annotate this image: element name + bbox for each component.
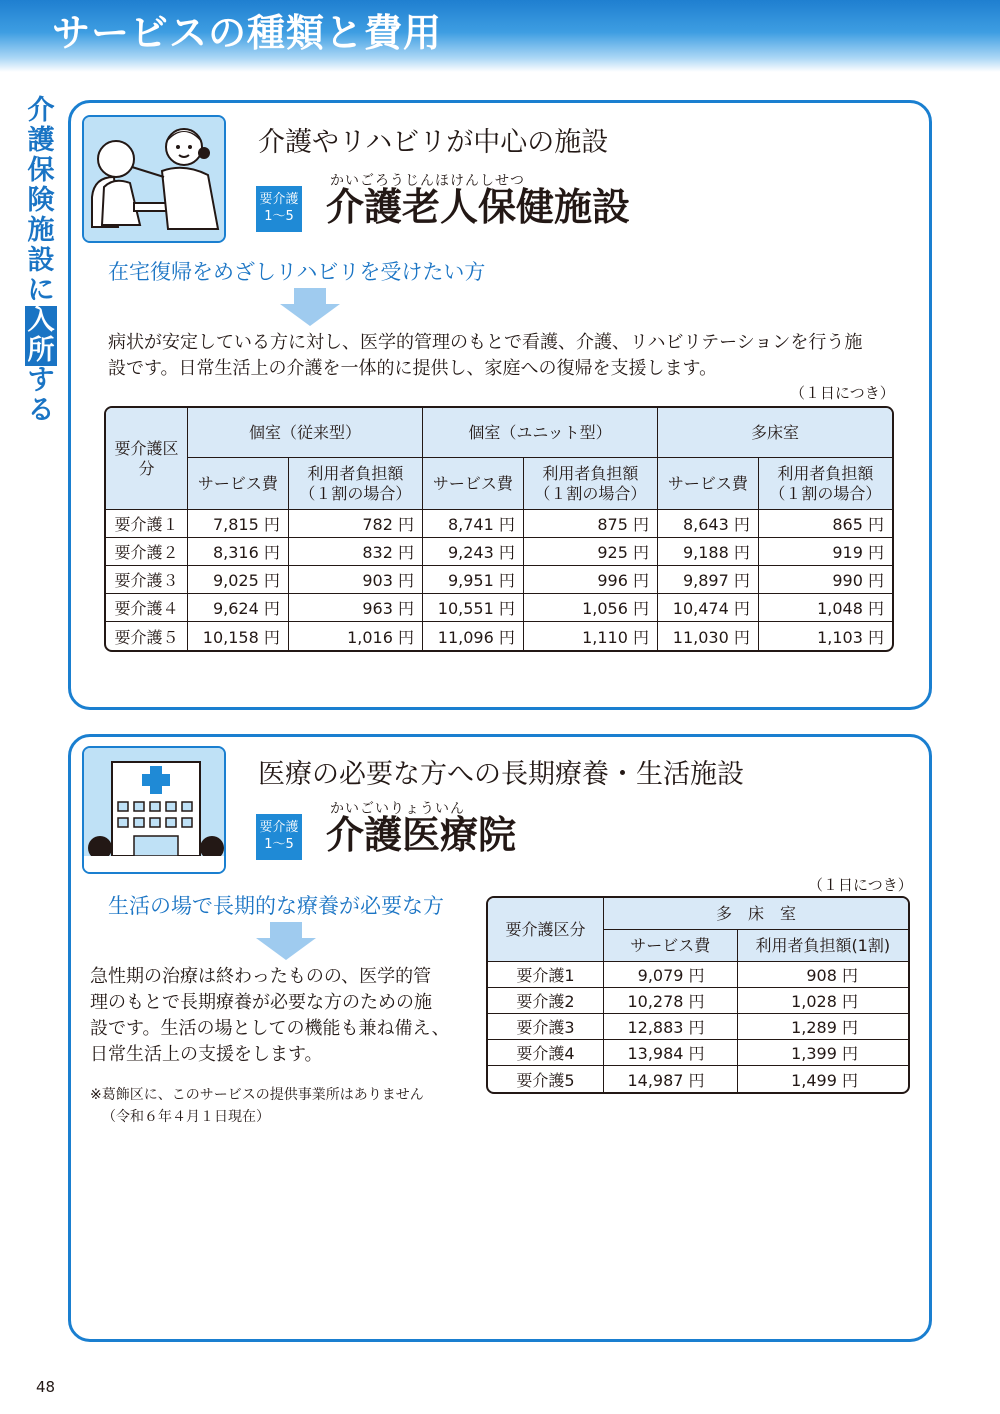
table-row (106, 510, 892, 538)
side-tab-char: 設 (27, 245, 55, 276)
fee-cell: 1,103 円 (817, 627, 884, 647)
table-row (488, 1040, 908, 1066)
level-cell: 要介護３ (106, 566, 188, 594)
user-share-header-line: 利用者負担額 (777, 463, 874, 483)
service-fee-header: サービス費 (423, 458, 524, 510)
fee-cell: 1,028 円 (738, 988, 908, 1014)
facility-description (108, 330, 862, 382)
description-line: 日常生活上の支援をします。 (90, 1044, 323, 1065)
level-cell: 要介護3 (488, 1014, 604, 1040)
user-share-header (289, 458, 423, 510)
level-cell: 要介護４ (106, 594, 188, 622)
fee-cell: 10,278 円 (604, 988, 738, 1014)
badge-line: 1〜5 (264, 209, 294, 224)
per-day-note: （１日につき） (808, 876, 913, 894)
fee-cell: 9,951 円 (423, 566, 524, 594)
fee-cell: 832 円 (289, 538, 423, 566)
fee-cell: 8,741 円 (423, 510, 524, 538)
fee-cell: 9,897 円 (658, 566, 759, 594)
care-level-badge (256, 814, 302, 860)
fee-cell: 1,110 円 (524, 622, 658, 650)
fee-cell: 8,643 円 (658, 510, 759, 538)
care-level-badge (256, 186, 302, 232)
side-section-tab (24, 96, 58, 426)
fee-cell: 875 円 (524, 510, 658, 538)
table-row (106, 566, 892, 594)
caregiver-illustration (82, 115, 226, 243)
service-fee-header: サービス費 (658, 458, 759, 510)
user-share-header (524, 458, 658, 510)
user-share-header (759, 458, 892, 510)
table-row (488, 988, 908, 1014)
down-arrow-icon (256, 922, 316, 960)
fee-cell: 1,289 円 (738, 1014, 908, 1040)
fee-cell: 12,883 円 (604, 1014, 738, 1040)
group-header: 個室（ユニット型） (423, 408, 658, 458)
fee-table-health (104, 406, 894, 652)
description-line: 急性期の治療は終わったものの、医学的管 (90, 966, 432, 987)
facility-description (90, 964, 450, 1068)
user-share-header-line: （１割の場合） (299, 483, 412, 503)
page-title: サービスの種類と費用 (52, 11, 443, 55)
per-day-note: （１日につき） (790, 384, 895, 402)
side-tab-char: 介 (27, 95, 55, 126)
fee-cell: 990 円 (759, 566, 892, 594)
fee-cell: 925 円 (524, 538, 658, 566)
caregiver-feeding-icon (84, 117, 226, 243)
facility-subtitle: 医療の必要な方への長期療養・生活施設 (258, 759, 744, 790)
fee-cell: 9,079 円 (604, 962, 738, 988)
fee-cell: 782 円 (289, 510, 423, 538)
footnote-line: ※葛飾区に、このサービスの提供事業所はありません (90, 1087, 424, 1103)
facility-name: 介護医療院 (326, 813, 517, 857)
description-line: 病状が安定している方に対し、医学的管理のもとで看護、介護、リハビリテーションを行う施 (108, 332, 863, 353)
fee-cell: 14,987 円 (604, 1066, 738, 1092)
table-row (106, 622, 892, 650)
facility-name: 介護老人保健施設 (326, 185, 631, 229)
fee-cell: 11,096 円 (423, 622, 524, 650)
side-tab-char: 護 (27, 125, 55, 156)
availability-footnote (90, 1084, 424, 1128)
facility-ruby: かいごろうじんほけんしせつ (330, 173, 525, 189)
table-row (488, 1066, 908, 1092)
group-header: 個室（従来型） (188, 408, 423, 458)
page-number: 48 (36, 1378, 56, 1396)
side-tab-char: す (27, 365, 55, 396)
down-arrow-icon (280, 288, 340, 326)
fee-cell: 963 円 (289, 594, 423, 622)
fee-cell: 1,056 円 (524, 594, 658, 622)
level-cell: 要介護５ (106, 622, 188, 650)
fee-cell: 919 円 (759, 538, 892, 566)
fee-cell: 1,499 円 (791, 1070, 858, 1090)
facility-ruby: かいごいりょういん (330, 801, 465, 817)
level-cell: 要介護5 (488, 1066, 604, 1092)
table-row (488, 962, 908, 988)
side-tab-char: 保 (27, 155, 55, 186)
hospital-icon (84, 748, 226, 874)
level-cell: 要介護1 (488, 962, 604, 988)
level-header: 要介護区分 (488, 898, 604, 962)
side-tab-char: る (27, 395, 55, 426)
side-tab-char: に (27, 275, 55, 306)
user-share-header-line: 利用者負担額 (542, 463, 639, 483)
description-line: 設です。生活の場としての機能も兼ね備え、 (90, 1018, 450, 1039)
badge-line: 要介護 (259, 820, 299, 835)
fee-cell: 908 円 (738, 962, 908, 988)
fee-cell: 11,030 円 (658, 622, 759, 650)
fee-cell: 8,316 円 (188, 538, 289, 566)
fee-cell: 903 円 (289, 566, 423, 594)
fee-cell: 10,474 円 (658, 594, 759, 622)
fee-cell: 9,188 円 (658, 538, 759, 566)
fee-cell: 9,025 円 (188, 566, 289, 594)
fee-cell: 7,815 円 (188, 510, 289, 538)
level-cell: 要介護4 (488, 1040, 604, 1066)
hospital-illustration (82, 746, 226, 874)
service-fee-header: サービス費 (188, 458, 289, 510)
description-line: 設です。日常生活上の介護を一体的に提供し、家庭への復帰を支援します。 (108, 358, 718, 379)
group-header: 多床室 (658, 408, 892, 458)
fee-cell: 1,016 円 (289, 622, 423, 650)
facility-subtitle: 介護やリハビリが中心の施設 (258, 127, 609, 158)
fee-table-medical (486, 896, 910, 1094)
fee-cell: 996 円 (524, 566, 658, 594)
user-share-header-line: （１割の場合） (534, 483, 647, 503)
table-row (488, 1014, 908, 1040)
fee-cell: 10,158 円 (188, 622, 289, 650)
fee-cell: 1,399 円 (738, 1040, 908, 1066)
fee-cell: 9,624 円 (188, 594, 289, 622)
table-row (106, 594, 892, 622)
table-row (106, 538, 892, 566)
fee-cell: 10,551 円 (423, 594, 524, 622)
badge-line: 1〜5 (264, 837, 294, 852)
badge-line: 要介護 (259, 192, 299, 207)
user-share-header: 利用者負担額(1割) (738, 930, 908, 962)
group-header: 多 床 室 (604, 898, 908, 930)
level-cell: 要介護２ (106, 538, 188, 566)
target-user-text: 在宅復帰をめざしリハビリを受けたい方 (108, 260, 486, 284)
fee-cell: 13,984 円 (604, 1040, 738, 1066)
side-tab-char: 施 (27, 215, 55, 246)
side-tab-char: 険 (27, 185, 55, 216)
level-header: 要介護区分 (106, 408, 188, 510)
side-tab-char-highlight: 所 (25, 336, 57, 366)
fee-cell: 865 円 (759, 510, 892, 538)
target-user-text: 生活の場で長期的な療養が必要な方 (108, 894, 444, 918)
footnote-line: （令和６年４月１日現在） (102, 1109, 270, 1125)
fee-cell: 9,243 円 (423, 538, 524, 566)
user-share-header-line: （１割の場合） (769, 483, 882, 503)
service-fee-header: サービス費 (604, 930, 738, 962)
description-line: 理のもとで長期療養が必要な方のための施 (90, 992, 432, 1013)
level-cell: 要介護2 (488, 988, 604, 1014)
level-cell: 要介護１ (106, 510, 188, 538)
user-share-header-line: 利用者負担額 (307, 463, 404, 483)
fee-cell: 1,048 円 (759, 594, 892, 622)
side-tab-char-highlight: 入 (25, 306, 57, 336)
